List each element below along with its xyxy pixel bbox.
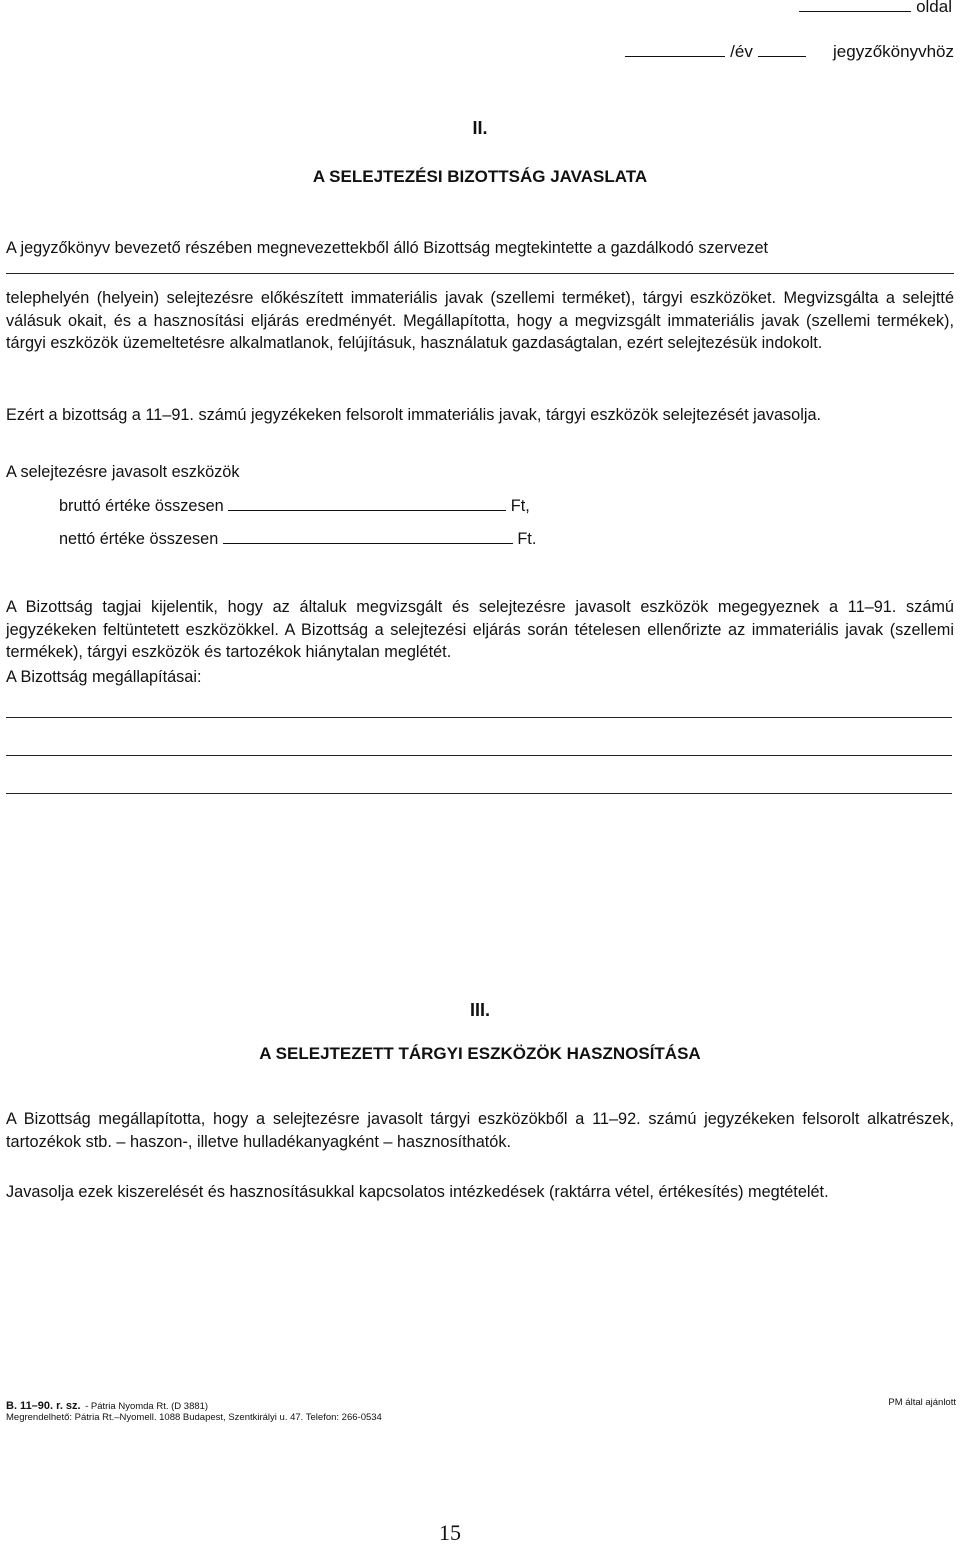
header-page-row — [799, 0, 952, 17]
section-3-paragraph-1: A Bizottság megállapította, hogy a selejtezésre javasolt tárgyi eszközökből a 11–92. számú jegyzékeken felsorolt alkatrészek, tartozékok stb. – haszon-, illetve hulladékanyagként – hasznosíthatók. — [6, 1110, 954, 1151]
page-blank-line — [799, 10, 911, 12]
net-value-blank — [223, 542, 513, 544]
gross-value-blank — [228, 509, 506, 511]
protocol-number-blank — [625, 55, 725, 57]
net-value-label: nettó értéke összesen — [59, 530, 219, 548]
section-3-paragraph-2: Javasolja ezek kiszerelését és hasznosításukkal kapcsolatos intézkedések (raktárra vétel, értékesítés) megtételét. — [6, 1183, 829, 1201]
header-protocol-row — [625, 42, 954, 62]
section-2-number: II. — [472, 118, 488, 138]
year-label: /év — [730, 42, 753, 61]
footer-form-code: B. 11–90. r. sz. — [6, 1400, 81, 1412]
section-2-paragraph-1: telephelyén (helyein) selejtezésre előkészített immateriális javak (szellemi terméket), tárgyi eszközöket. Megvizsgálta a selejtté válásuk okait, és a hasznosítási eljárás eredményét. Megállapította, hogy a megvizsgált immateriális javak (szellemi termékek), tárgyi eszközök üzemeltetésre alkalmatlanok, felújításuk, használatuk gazdaságtalan, ezért selejtezésük indokolt. — [6, 289, 954, 352]
net-value-unit: Ft. — [517, 530, 537, 548]
section-3-title: A SELEJTEZETT TÁRGYI ESZKÖZÖK HASZNOSÍTÁSA — [259, 1044, 701, 1063]
year-blank — [758, 55, 806, 57]
gross-value-unit: Ft, — [510, 497, 530, 515]
findings-line-3 — [6, 793, 952, 794]
section-3-number: III. — [469, 1000, 490, 1020]
proposed-assets-intro: A selejtezésre javasolt eszközök — [6, 463, 240, 481]
protocol-label: jegyzőkönyvhöz — [833, 42, 954, 61]
section-2-paragraph-3: A Bizottság tagjai kijelentik, hogy az általuk megvizsgált és selejtezésre javasolt eszközök megegyeznek a 11–91. számú jegyzékeken feltüntetett eszközökkel. A Bizottság a selejtezési eljárás során tételesen ellenőrizte az immateriális javak (szellemi termékek), tárgyi eszközök és tartozékok hiánytalan meglétét. — [6, 598, 954, 661]
footer-printer: - Pátria Nyomda Rt. (D 3881) — [85, 1401, 209, 1412]
gross-value-row — [59, 497, 530, 516]
findings-line-1 — [6, 717, 952, 718]
section-2-paragraph-2: Ezért a bizottság a 11–91. számú jegyzékeken felsorolt immateriális javak, tárgyi eszközök selejtezését javasolja. — [6, 406, 822, 424]
footer-order-info: Megrendelhető: Pátria Rt.–Nyomell. 1088 Budapest, Szentkirályi u. 47. Telefon: 266-0534 — [6, 1412, 382, 1423]
footer-recommendation: PM által ajánlott — [888, 1397, 956, 1408]
findings-line-2 — [6, 755, 952, 756]
underline-rule — [6, 273, 954, 274]
section-2-title: A SELEJTEZÉSI BIZOTTSÁG JAVASLATA — [312, 167, 648, 186]
net-value-row — [59, 530, 536, 549]
findings-label: A Bizottság megállapításai: — [6, 668, 202, 686]
page-label: oldal — [916, 0, 952, 16]
page-number: 15 — [439, 1520, 461, 1545]
gross-value-label: bruttó értéke összesen — [59, 497, 224, 515]
section-2-paragraph-1-line-1: A jegyzőkönyv bevezető részében megnevezettekből álló Bizottság megtekintette a gazdálkodó szervezet — [6, 239, 769, 257]
